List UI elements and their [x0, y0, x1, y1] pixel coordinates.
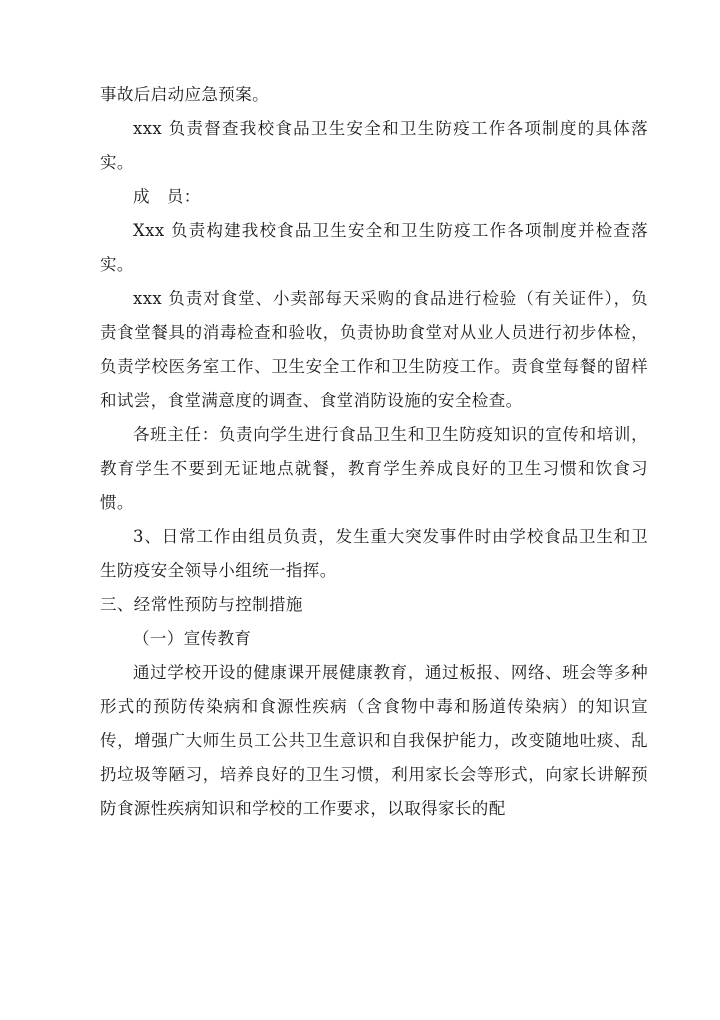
paragraph: 各班主任：负责向学生进行食品卫生和卫生防疫知识的宣传和培训，教育学生不要到无证地点就餐，教育学生养成良好的卫生习惯和饮食习惯。 [100, 424, 648, 512]
subsection-heading: （一）宣传教育 [133, 628, 252, 648]
section-heading: 三、经常性预防与控制措施 [100, 594, 303, 614]
paragraph: 通过学校开设的健康课开展健康教育，通过板报、网络、班会等多种形式的预防传染病和食源性疾病（含食物中毒和肠道传染病）的知识宣传，增强广大师生员工公共卫生意识和自我保护能力，改变随地吐痰、乱扔垃圾等陋习，培养良好的卫生习惯，利用家长会等形式，向家长讲解预防食源性疾病知识和学校的工作要求，以取得家长的配 [100, 662, 648, 818]
paragraph: xxx 负责对食堂、小卖部每天采购的食品进行检验（有关证件），负责食堂餐具的消毒检查和验收，负责协助食堂对从业人员进行初步体检，负责学校医务室工作、卫生安全工作和卫生防疫工作。责食堂每餐的留样和试尝，食堂满意度的调查、食堂消防设施的安全检查。 [100, 288, 648, 410]
paragraph: 成 员： [133, 186, 201, 206]
paragraph: 事故后启动应急预案。 [100, 85, 269, 104]
paragraph: 3、日常工作由组员负责，发生重大突发事件时由学校食品卫生和卫生防疫安全领导小组统一指挥。 [100, 526, 648, 580]
document-body [100, 78, 648, 826]
paragraph: xxx 负责督查我校食品卫生安全和卫生防疫工作各项制度的具体落实。 [100, 118, 648, 172]
paragraph: Xxx 负责构建我校食品卫生安全和卫生防疫工作各项制度并检查落实。 [100, 220, 648, 274]
